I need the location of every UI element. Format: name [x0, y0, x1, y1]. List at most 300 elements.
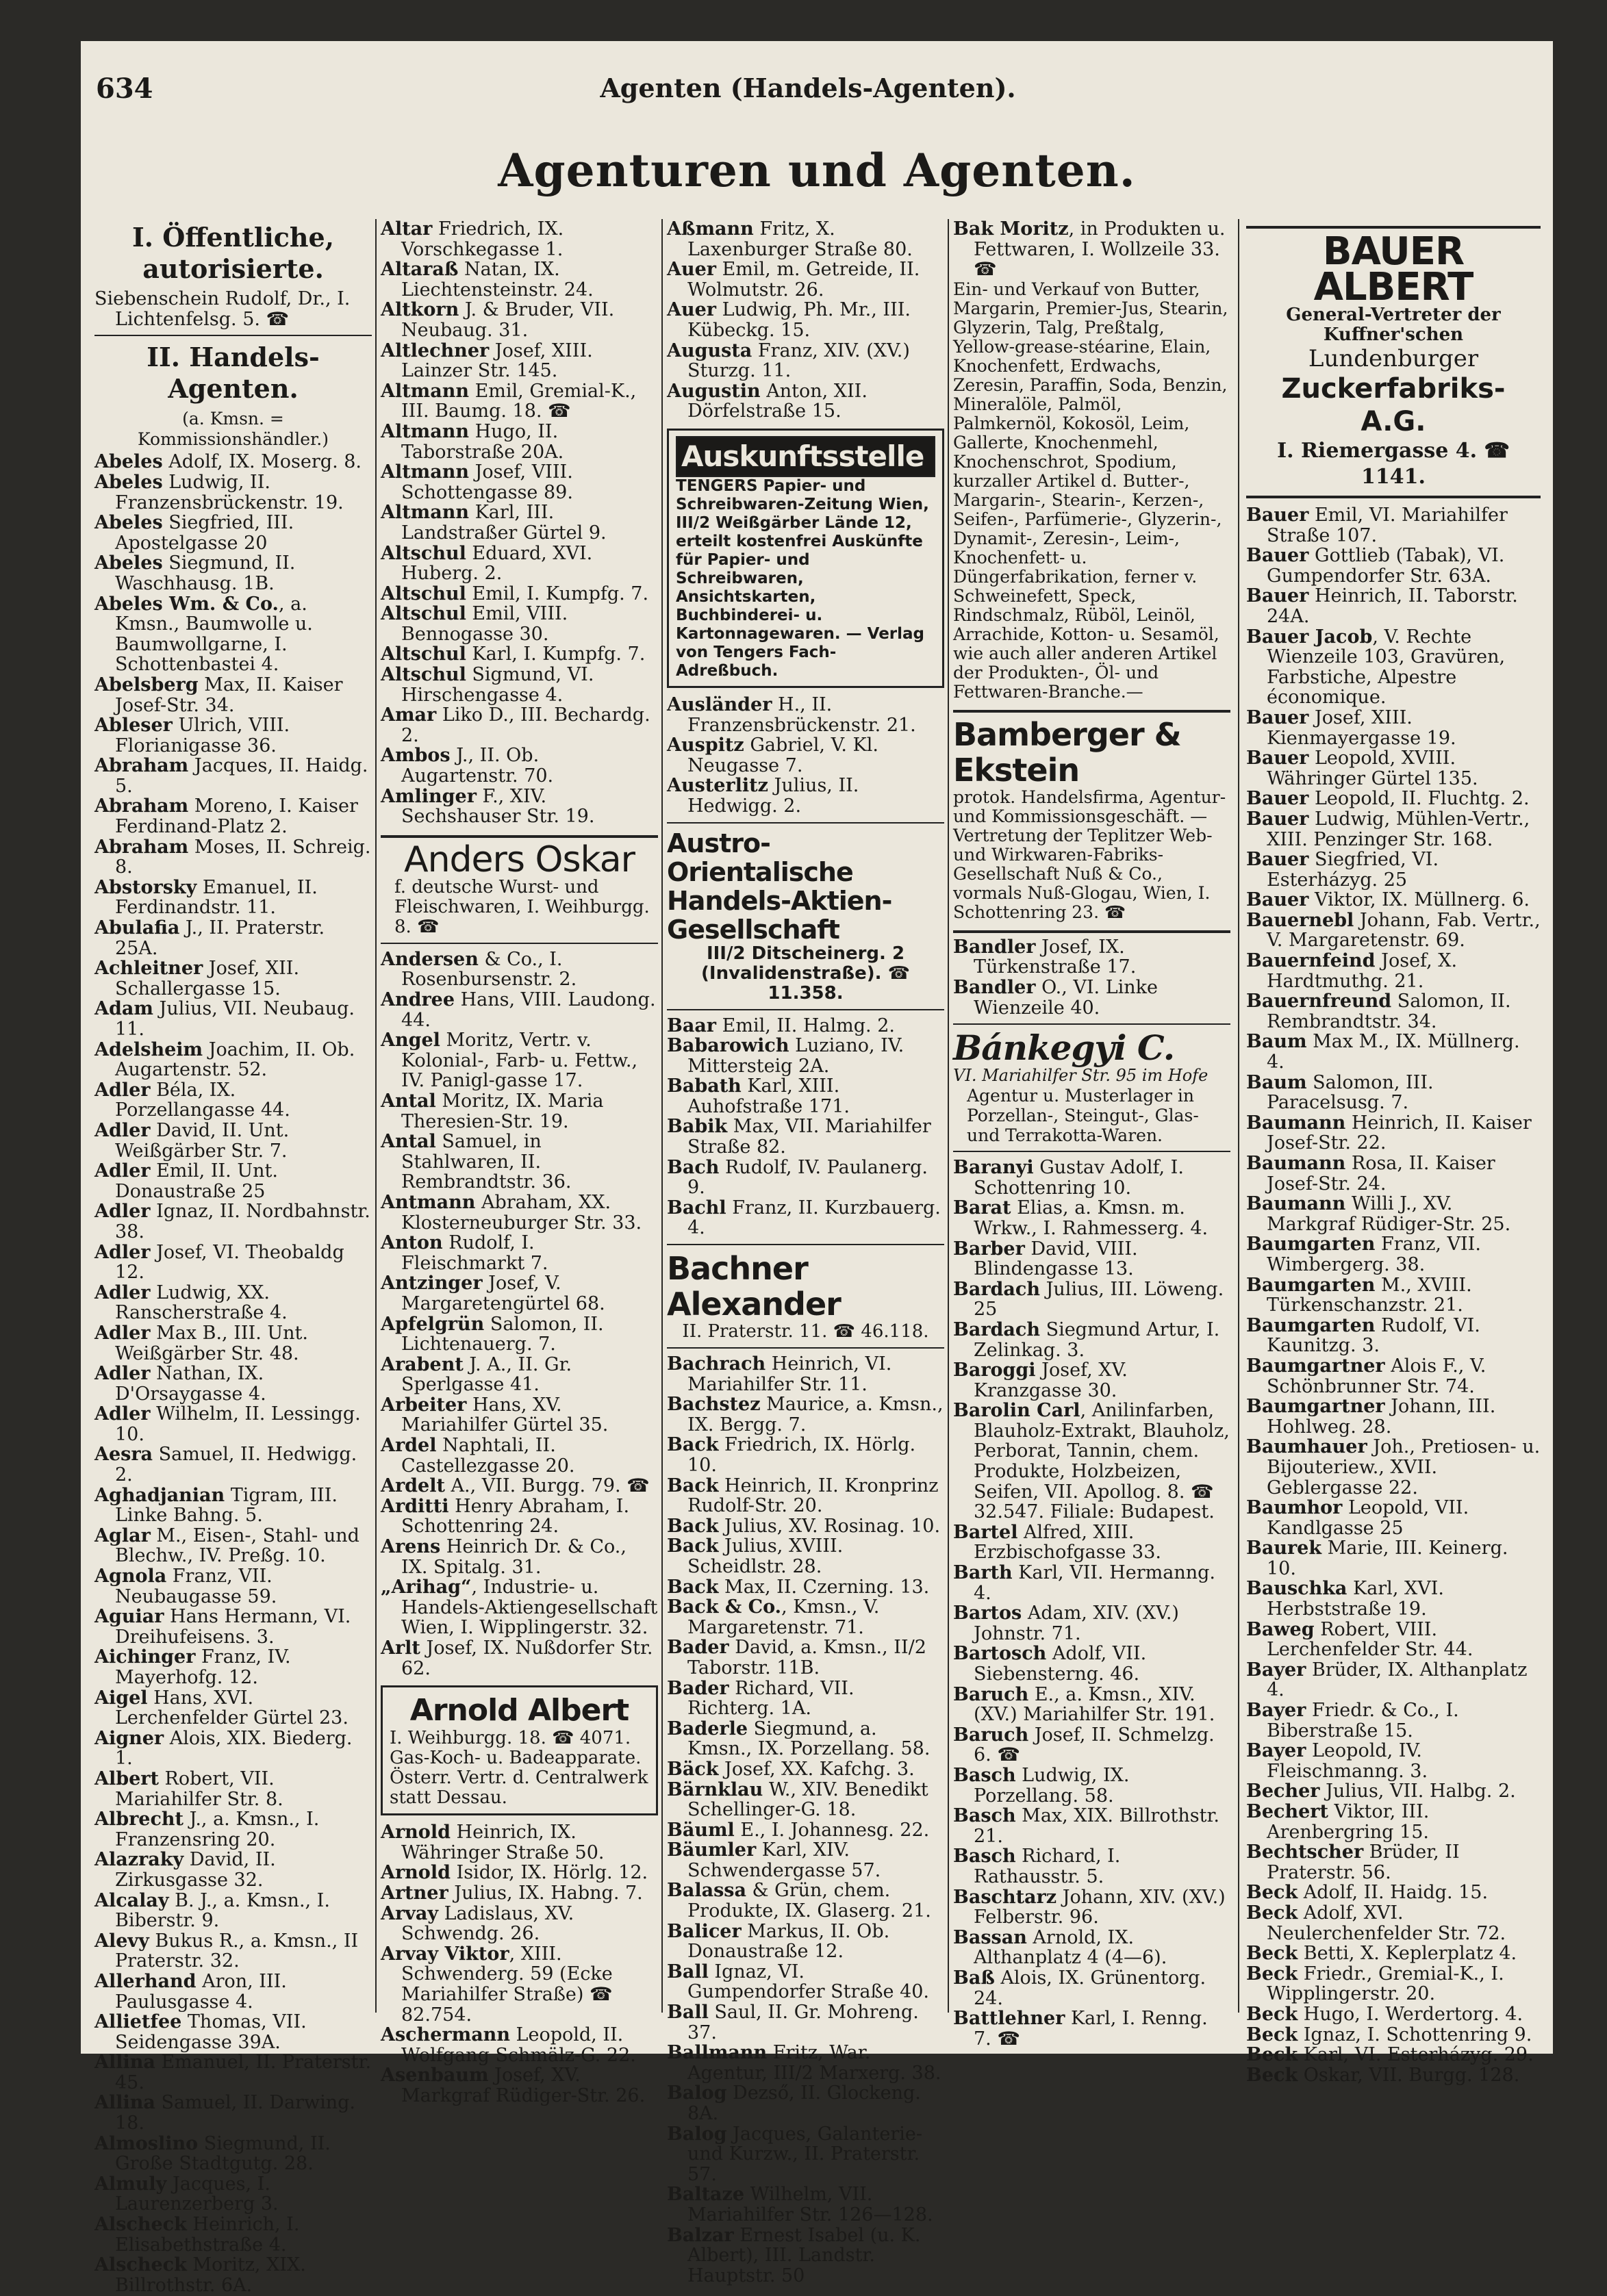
directory-entry: [953, 1360, 1230, 1401]
directory-entry: [953, 1846, 1230, 1887]
entry-name: Alscheck: [94, 2254, 187, 2276]
directory-entry: [381, 705, 658, 745]
directory-entry: [1246, 1660, 1541, 1700]
directory-entry: [667, 695, 944, 735]
entry-name: Ballmann: [667, 2042, 768, 2064]
directory-entry: [1246, 1842, 1541, 1883]
entry-details: Hugo, I. Werdertorg. 4.: [1298, 2003, 1523, 2025]
entry-details: Jacques, I. Laurenzerberg 3.: [115, 2173, 279, 2215]
entry-name: Baranyi: [953, 1157, 1034, 1179]
directory-entry: [953, 1644, 1230, 1684]
advert-line: Österr. Vertr. d. Centralwerk: [390, 1768, 648, 1789]
entry-details: J., II. Praterstr. 25A.: [115, 917, 325, 959]
entry-details: Leopold, II. Fluchtg. 2.: [1308, 788, 1530, 810]
entry-name: Basch: [953, 1805, 1016, 1827]
directory-entry: [1246, 1113, 1541, 1153]
entry-name: Auer: [667, 299, 716, 321]
entry-name: Back: [667, 1434, 719, 1456]
entry-details: Josef, XIII. Lainzer Str. 145.: [401, 340, 593, 382]
entry-name: Aigel: [94, 1687, 148, 1709]
entry-details: Emanuel, II. Ferdinandstr. 11.: [115, 876, 318, 919]
advert-bauer-name: BAUER ALBERT: [1313, 229, 1473, 309]
entry-details: Max, II. Czerning. 13.: [718, 1576, 930, 1598]
entry-details: Wilhelm, VII. Mariahilfer Str. 126—128.: [687, 2184, 933, 2225]
directory-entry: [953, 937, 1230, 978]
entry-details: Josef, XV. Kranzgasse 30.: [974, 1360, 1128, 1401]
entry-name: Baar: [667, 1015, 717, 1036]
entry-details: Richard, VII. Richterg. 1A.: [687, 1677, 855, 1720]
entry-name: Ambos: [381, 745, 451, 767]
entry-details: Oskar, VII. Burgg. 128.: [1298, 2064, 1520, 2086]
advert-line: General-Vertreter der Kuffner'schen: [1286, 305, 1501, 345]
directory-entry: [381, 1496, 658, 1537]
entry-details: E., I. Johannesg. 22.: [734, 1819, 930, 1841]
entry-details: Joachim, II. Ob. Augartenstr. 52.: [115, 1038, 355, 1081]
entry-details: , V. Rechte Wienzeile 103, Gravüren, Farbstiche, Alpestre économique.: [1267, 626, 1506, 709]
directory-entry: [94, 1526, 372, 1566]
entry-name: Babik: [667, 1116, 728, 1138]
entry-details: Liko D., III. Bechardg. 2.: [401, 704, 650, 746]
directory-entry: [94, 1201, 372, 1242]
entry-name: Asenbaum: [381, 2065, 489, 2087]
entry-name: Anton: [381, 1232, 443, 1254]
entry-name: Abeles: [94, 552, 163, 574]
entry-name: Austerlitz: [667, 775, 768, 797]
directory-entry: Siebenschein Rudolf, Dr., I. Lichtenfelsg. 5. ☎: [94, 288, 351, 330]
directory-entry: [953, 1279, 1230, 1320]
entry-details: Siegmund, a. Kmsn., IX. Porzellang. 58.: [687, 1718, 931, 1760]
entry-details: Rosa, II. Kaiser Josef-Str. 24.: [1267, 1153, 1495, 1195]
entry-name: Baum: [1246, 1031, 1307, 1053]
page-header: [96, 70, 1520, 111]
entry-name: Albrecht: [94, 1809, 184, 1831]
directory-entry: [1246, 1700, 1541, 1741]
entry-details: Karl, VII. Hermanng. 4.: [974, 1562, 1215, 1604]
directory-entry: [1246, 1579, 1541, 1619]
entry-name: Altkorn: [381, 299, 459, 321]
entry-details: Fritz, War. Agentur, III/2 Marxerg. 38.: [687, 2042, 941, 2084]
directory-entry: [381, 1132, 658, 1192]
directory-entry: [94, 1769, 372, 1809]
entry-list: [667, 219, 944, 422]
entry-details: Brüder, IX. Althanplatz 4.: [1267, 1659, 1528, 1701]
entry-details: Arnold, IX. Althanplatz 4 (4—6).: [974, 1926, 1167, 1969]
directory-entry: [381, 544, 658, 584]
directory-entry: [381, 1476, 658, 1496]
directory-entry: [1246, 1356, 1541, 1396]
directory-entry: [381, 1577, 658, 1638]
directory-entry: [94, 837, 372, 878]
directory-entry: [94, 1931, 372, 1972]
entry-name: Aghadjanian: [94, 1484, 225, 1506]
entry-details: Franz, II. Kurzbauerg. 4.: [687, 1197, 941, 1239]
directory-entry: [1246, 1316, 1541, 1356]
entry-details: Hugo, II. Taborstraße 20A.: [401, 420, 564, 463]
entry-details: Heinrich, IX. Währinger Straße 50.: [401, 1822, 605, 1863]
entry-details: Naphtali, II. Castellezgasse 20.: [401, 1435, 575, 1477]
directory-entry: [94, 1080, 372, 1121]
directory-entry: [1246, 1781, 1541, 1802]
entry-details: Natan, IX. Liechtensteinstr. 24.: [401, 259, 594, 301]
entry-name: Altschul: [381, 603, 466, 625]
entry-details: Friedr. & Co., I. Biberstraße 15.: [1267, 1700, 1459, 1742]
entry-details: Emil, II. Halmg. 2.: [716, 1015, 895, 1036]
entry-name: Ardelt: [381, 1475, 445, 1497]
entry-list: [94, 452, 372, 2295]
entry-details: Emil, I. Kumpfg. 7.: [466, 583, 649, 604]
entry-details: Heinrich, II. Taborstr. 24A.: [1267, 585, 1518, 627]
entry-details: Samuel, II. Hedwigg. 2.: [115, 1444, 357, 1486]
directory-entry: [94, 1161, 372, 1201]
entry-name: Abeles: [94, 512, 163, 534]
entry-details: Richard, I. Rathausstr. 5.: [974, 1846, 1121, 1887]
divider: [94, 335, 372, 336]
entry-name: Bauer: [1246, 505, 1309, 526]
entry-name: Antzinger: [381, 1273, 483, 1294]
entry-list: [381, 949, 658, 1679]
entry-name: Allerhand: [94, 1970, 197, 1992]
directory-entry: [381, 1233, 658, 1273]
directory-entry: [953, 978, 1230, 1018]
entry-details: Dezső, II. Glockeng. 8A.: [687, 2082, 921, 2124]
entry-name: Alazraky: [94, 1849, 184, 1871]
entry-details: Marie, III. Keinerg. 10.: [1267, 1538, 1508, 1579]
entry-details: Hans, XV. Mariahilfer Gürtel 35.: [401, 1394, 609, 1436]
entry-name: Bachstez: [667, 1394, 761, 1416]
directory-entry: [667, 2124, 944, 2185]
entry-details: Siegfried, III. Apostelgasse 20: [115, 512, 294, 554]
directory-entry: [1246, 708, 1541, 748]
entry-details: Emanuel, II. Praterstr. 45.: [115, 2052, 372, 2093]
directory-entry: [667, 1840, 944, 1880]
directory-entry: [667, 2002, 944, 2043]
advert-line: statt Dessau.: [390, 1787, 507, 1809]
directory-entry: [1246, 991, 1541, 1032]
advert-line: I. Riemergasse 4. ☎ 1141.: [1277, 439, 1510, 489]
directory-entry: [953, 1198, 1230, 1238]
entry-name: Baurek: [1246, 1538, 1322, 1559]
entry-details: Julius, VII. Halbg. 2.: [1319, 1781, 1516, 1802]
entry-details: Emil, Gremial-K., III. Baumg. 18. ☎: [401, 380, 637, 422]
entry-name: Bandler: [953, 976, 1036, 998]
entry-name: Allina: [94, 2092, 155, 2114]
entry-name: Adelsheim: [94, 1038, 203, 1060]
entry-name: Altschul: [381, 643, 466, 665]
entry-name: Abeles Wm. & Co.: [94, 593, 279, 615]
entry-name: Babath: [667, 1075, 742, 1097]
directory-entry: [381, 949, 658, 990]
directory-entry: [1246, 2045, 1541, 2065]
column-rule: [661, 219, 663, 2013]
entry-name: Bäuml: [667, 1819, 735, 1841]
advert-bankegyi-address: VI. Mariahilfer Str. 95 im Hofe: [953, 1066, 1209, 1086]
entry-details: Tigram, III. Linke Bahng. 5.: [115, 1484, 338, 1527]
entry-details: Sigmund, VI. Hirschengasse 4.: [401, 664, 594, 706]
entry-details: Friedr., Gremial-K., I. Wipplingerstr. 20.: [1267, 1963, 1504, 2005]
entry-details: Markus, II. Ob. Donaustraße 12.: [687, 1920, 890, 1963]
entry-details: Hans Hermann, VI. Dreihufeisens. 3.: [115, 1606, 351, 1648]
entry-list: [1246, 505, 1541, 2085]
column-2: [381, 218, 658, 2106]
entry-details: Leopold, VII. Kandlgasse 25: [1267, 1497, 1469, 1539]
directory-entry: [1246, 1943, 1541, 1964]
entry-list: [953, 937, 1230, 1018]
entry-details: Friedrich, IX. Hörlg. 10.: [687, 1434, 916, 1476]
entry-details: Emil, VI. Mariahilfer Straße 107.: [1267, 505, 1508, 546]
directory-entry: [1246, 546, 1541, 586]
entry-details: Fritz, X. Laxenburger Straße 80.: [687, 218, 913, 260]
directory-entry: [381, 584, 658, 604]
directory-entry: [94, 2255, 372, 2295]
entry-details: O., VI. Linke Wienzeile 40.: [974, 976, 1159, 1019]
entry-name: Bassan: [953, 1926, 1027, 1948]
entry-name: Bechert: [1246, 1801, 1328, 1822]
advert-bachner-text: II. Praterstr. 11. ☎ 46.118.: [682, 1321, 929, 1342]
entry-details: Bukus R., a. Kmsn., II Praterstr. 32.: [115, 1930, 359, 1972]
directory-entry: [381, 1904, 658, 1944]
entry-details: Alois, XIX. Biederg. 1.: [115, 1727, 353, 1770]
entry-name: Altschul: [381, 664, 466, 686]
entry-details: Salomon, II. Lichtenauerg. 7.: [401, 1313, 604, 1355]
entry-name: Andree: [381, 989, 455, 1010]
entry-name: Baß: [953, 1967, 995, 1989]
directory-entry: [381, 1273, 658, 1314]
entry-name: Beck: [1246, 1963, 1298, 1985]
directory-entry: [94, 1121, 372, 1161]
entry-name: Back: [667, 1576, 719, 1598]
entry-name: Baroggi: [953, 1360, 1036, 1381]
entry-name: Bauernebl: [1246, 909, 1354, 931]
entry-details: Siegmund, II. Waschhausg. 1B.: [115, 552, 296, 594]
advert-bankegyi-name: Bánkegyi C.: [953, 1028, 1175, 1069]
directory-entry: [953, 1887, 1230, 1928]
directory-entry: [667, 1922, 944, 1962]
entry-name: Abeles: [94, 451, 163, 473]
entry-name: Adler: [94, 1160, 151, 1182]
entry-details: Moreno, I. Kaiser Ferdinand-Platz 2.: [115, 795, 358, 838]
directory-entry: [667, 1536, 944, 1577]
directory-entry: [1246, 505, 1541, 546]
entry-details: Henry Abraham, I. Schottenring 24.: [401, 1495, 630, 1538]
entry-details: J., a. Kmsn., I. Franzensring 20.: [115, 1809, 320, 1850]
directory-entry: [667, 1820, 944, 1841]
entry-details: , a. Kmsn., Baumwolle u. Baumwollgarne, I. Schottenbastei 4.: [115, 593, 313, 676]
directory-entry: [1246, 2065, 1541, 2086]
entry-details: Karl, I. Kumpfg. 7.: [466, 643, 646, 665]
directory-entry: [381, 422, 658, 462]
directory-entry: [94, 1850, 372, 1890]
entry-details: Gustav Adolf, I. Schottenring 10.: [974, 1157, 1184, 1199]
entry-name: Abraham: [94, 836, 189, 858]
entry-details: Hans, VIII. Laudong. 44.: [401, 989, 656, 1031]
entry-name: Bauernfeind: [1246, 950, 1376, 972]
advert-bauer-lines: [1253, 305, 1534, 490]
directory-entry: [1246, 1194, 1541, 1234]
advert-anders-name: Anders Oskar: [404, 839, 635, 880]
directory-entry: [1246, 1903, 1541, 1943]
entry-details: M., XVIII. Türkenschanzstr. 21.: [1267, 1274, 1472, 1316]
directory-entry: [953, 1320, 1230, 1360]
entry-name: Abulafia: [94, 917, 180, 939]
entry-name: Bartos: [953, 1603, 1022, 1624]
entry-name: Ball: [667, 1961, 709, 1982]
entry-details: Ignaz, I. Schottenring 9.: [1298, 2024, 1532, 2045]
advert-austro-title: Austro-Orientalische Handels-Aktien-Gesellschaft: [667, 828, 892, 945]
entry-name: Arvay: [381, 1902, 439, 1924]
entry-details: Julius, IX. Habng. 7.: [448, 1882, 643, 1904]
directory-entry: [1246, 586, 1541, 626]
directory-entry: [1246, 1498, 1541, 1538]
directory-entry: [1246, 1620, 1541, 1660]
entry-details: Moritz, XIX. Billrothstr. 6A.: [115, 2254, 306, 2296]
entry-list: [667, 1354, 944, 2286]
entry-name: Altmann: [381, 502, 470, 524]
entry-name: Arnold: [381, 1862, 451, 1884]
directory-entry: [94, 999, 372, 1039]
entry-name: Augusta: [667, 340, 752, 361]
entry-details: Josef, VIII. Schottengasse 89.: [401, 461, 573, 503]
directory-entry: [1246, 1234, 1541, 1275]
directory-entry: [381, 1395, 658, 1436]
entry-name: Almuly: [94, 2173, 167, 2195]
directory-entry: [94, 452, 372, 472]
directory-entry: [381, 1355, 658, 1395]
entry-details: & Co., I. Rosenbursenstr. 2.: [401, 948, 577, 991]
directory-entry: [381, 1030, 658, 1091]
entry-name: Adler: [94, 1079, 151, 1101]
entry-details: Josef, IX. Türkenstraße 17.: [974, 936, 1137, 978]
directory-entry: [1246, 809, 1541, 850]
entry-details: Nathan, IX. D'Orsaygasse 4.: [115, 1363, 266, 1405]
entry-name: Abstorsky: [94, 876, 197, 898]
entry-name: Baumann: [1246, 1153, 1346, 1174]
bak-product-list: Ein- und Verkauf von Butter, Margarin, Premier-Jus, Stearin, Glyzerin, Talg, Preßtalg, Yellow-grease-stéarine, Elain, Knochenfett, Erdwachs, Zeresin, Paraffin, Soda, Benzin, Mineralöle, Palmöl, Palmkernöl, Kokosöl, Leim, Gallerte, Knochenmehl, Knochenschrot, Spodium, kurzaller Artikel d. Butter-, Margarin-, Stearin-, Kerzen-, Seifen-, Parfümerie-, Glyzerin-, Dynamit-, Zeresin-, Leim-, Knochenfett- u. Düngerfabrikation, ferner v. Schweinefett, Speck, Rindschmalz, Rüböl, Leinöl, Arrachide, Kotton- u. Sesamöl, wie auch aller anderen Artikel der Produkten-, Öl- und Fettwaren-Branche.—: [953, 279, 1228, 702]
entry-list: [953, 219, 1230, 280]
directory-entry: [94, 1647, 372, 1687]
entry-details: J. A., II. Gr. Sperlgasse 41.: [401, 1353, 572, 1396]
entry-name: Agnola: [94, 1566, 167, 1587]
directory-entry: [94, 2052, 372, 2093]
entry-details: Friedrich, IX. Vorschkegasse 1.: [401, 218, 564, 260]
entry-name: Beck: [1246, 2024, 1298, 2045]
section-heading: I. Öffentliche, autorisierte.: [132, 222, 334, 284]
directory-entry: [667, 300, 944, 340]
directory-entry: [94, 472, 372, 513]
directory-entry: [381, 1436, 658, 1476]
entry-name: Alscheck: [94, 2214, 187, 2236]
entry-name: Bachl: [667, 1197, 726, 1219]
entry-details: Ludwig, XX. Ranscherstraße 4.: [115, 1281, 288, 1324]
entry-details: Samuel, in Stahlwaren, II. Rembrandtstr. 36.: [401, 1131, 572, 1193]
entry-name: Abelsberg: [94, 674, 199, 696]
entry-details: Heinrich Dr. & Co., IX. Spitalg. 31.: [401, 1536, 627, 1578]
directory-entry: [94, 796, 372, 837]
entry-name: Bayer: [1246, 1700, 1306, 1722]
entry-name: Baumann: [1246, 1112, 1346, 1134]
directory-entry: [381, 381, 658, 422]
entry-name: Amlinger: [381, 785, 477, 807]
entry-details: Max M., IX. Müllnerg. 4.: [1267, 1031, 1520, 1073]
entry-name: Baumgarten: [1246, 1234, 1376, 1255]
entry-name: Aßmann: [667, 218, 754, 240]
entry-name: Aesra: [94, 1444, 153, 1466]
directory-entry: [953, 219, 1230, 280]
entry-name: Bauer: [1246, 545, 1309, 567]
directory-entry: [94, 1607, 372, 1647]
directory-entry: [94, 1404, 372, 1444]
divider: [667, 1347, 944, 1349]
entry-details: Willi J., XV. Markgraf Rüdiger-Str. 25.: [1267, 1193, 1511, 1235]
entry-name: Back: [667, 1475, 719, 1496]
directory-entry: [1246, 1153, 1541, 1194]
entry-details: Rudolf, IV. Paulanerg. 9.: [687, 1156, 928, 1199]
divider: [953, 930, 1230, 933]
entry-name: Aigner: [94, 1727, 164, 1749]
entry-name: Beck: [1246, 2003, 1298, 2025]
entry-details: Julius, III. Löweng. 25: [974, 1278, 1224, 1321]
directory-entry: [667, 1962, 944, 2002]
entry-name: Altmann: [381, 461, 470, 483]
entry-details: Ludwig, Mühlen-Vertr., XIII. Penzinger Str. 168.: [1267, 808, 1530, 850]
entry-name: Back & Co.: [667, 1596, 782, 1618]
entry-details: Thomas, VII. Seidengasse 39A.: [115, 2011, 307, 2053]
entry-details: Aron, III. Paulusgasse 4.: [115, 1970, 287, 2013]
entry-name: Altlechner: [381, 340, 490, 361]
entry-name: Bardach: [953, 1318, 1040, 1340]
directory-entry: [94, 1729, 372, 1769]
directory-entry: [94, 2215, 372, 2255]
entry-name: Arabent: [381, 1353, 464, 1375]
directory-entry: [1246, 1275, 1541, 1316]
directory-entry: [381, 462, 658, 502]
entry-details: Johann, III. Hohlweg. 28.: [1267, 1396, 1496, 1438]
directory-entry: [1246, 850, 1541, 890]
entry-details: B. J., a. Kmsn., I. Biberstr. 9.: [115, 1889, 330, 1932]
entry-name: Baumann: [1246, 1193, 1346, 1215]
running-title: Agenten (Handels-Agenten).: [600, 73, 1016, 103]
entry-name: Antal: [381, 1131, 436, 1153]
entry-details: W., XIV. Benedikt Schellinger-G. 18.: [687, 1778, 928, 1821]
directory-entry: [94, 1972, 372, 2012]
divider: [667, 822, 944, 824]
entry-name: Baschtarz: [953, 1886, 1057, 1908]
entry-name: Alevy: [94, 1930, 149, 1952]
directory-entry: [667, 1719, 944, 1759]
entry-name: Adam: [94, 998, 153, 1020]
entry-details: Josef, X. Hardtmuthg. 21.: [1267, 950, 1458, 992]
entry-details: Josef, VI. Theobaldg 12.: [115, 1241, 344, 1284]
entry-details: Jacques, II. Haidg. 5.: [115, 755, 368, 797]
directory-entry: [667, 2043, 944, 2083]
advert-bankegyi-text: Agentur u. Musterlager in Porzellan-, Steingut-, Glas- und Terrakotta-Waren.: [967, 1086, 1199, 1146]
entry-details: Siegmund Artur, I. Zelinkag. 3.: [974, 1318, 1220, 1361]
directory-entry: [381, 259, 658, 300]
entry-name: Adler: [94, 1241, 151, 1263]
entry-details: Adolf, II. Haidg. 15.: [1298, 1882, 1489, 1904]
entry-details: Heinrich, I. Elisabethstraße 4.: [115, 2214, 300, 2256]
directory-entry: [953, 1765, 1230, 1806]
entry-details: Josef, XV. Markgraf Rüdiger-Str. 26.: [401, 2065, 646, 2106]
directory-entry: [1246, 748, 1541, 789]
entry-name: Bauer Jacob: [1246, 626, 1373, 648]
divider: [953, 1151, 1230, 1152]
entry-details: Salomon, II. Rembrandtstr. 34.: [1267, 991, 1511, 1032]
directory-entry: [94, 513, 372, 553]
advert-arnold-lines: [390, 1729, 649, 1808]
entry-name: Becher: [1246, 1781, 1320, 1802]
page-title: Agenturen und Agenten.: [498, 144, 1136, 197]
directory-entry: [94, 1566, 372, 1607]
